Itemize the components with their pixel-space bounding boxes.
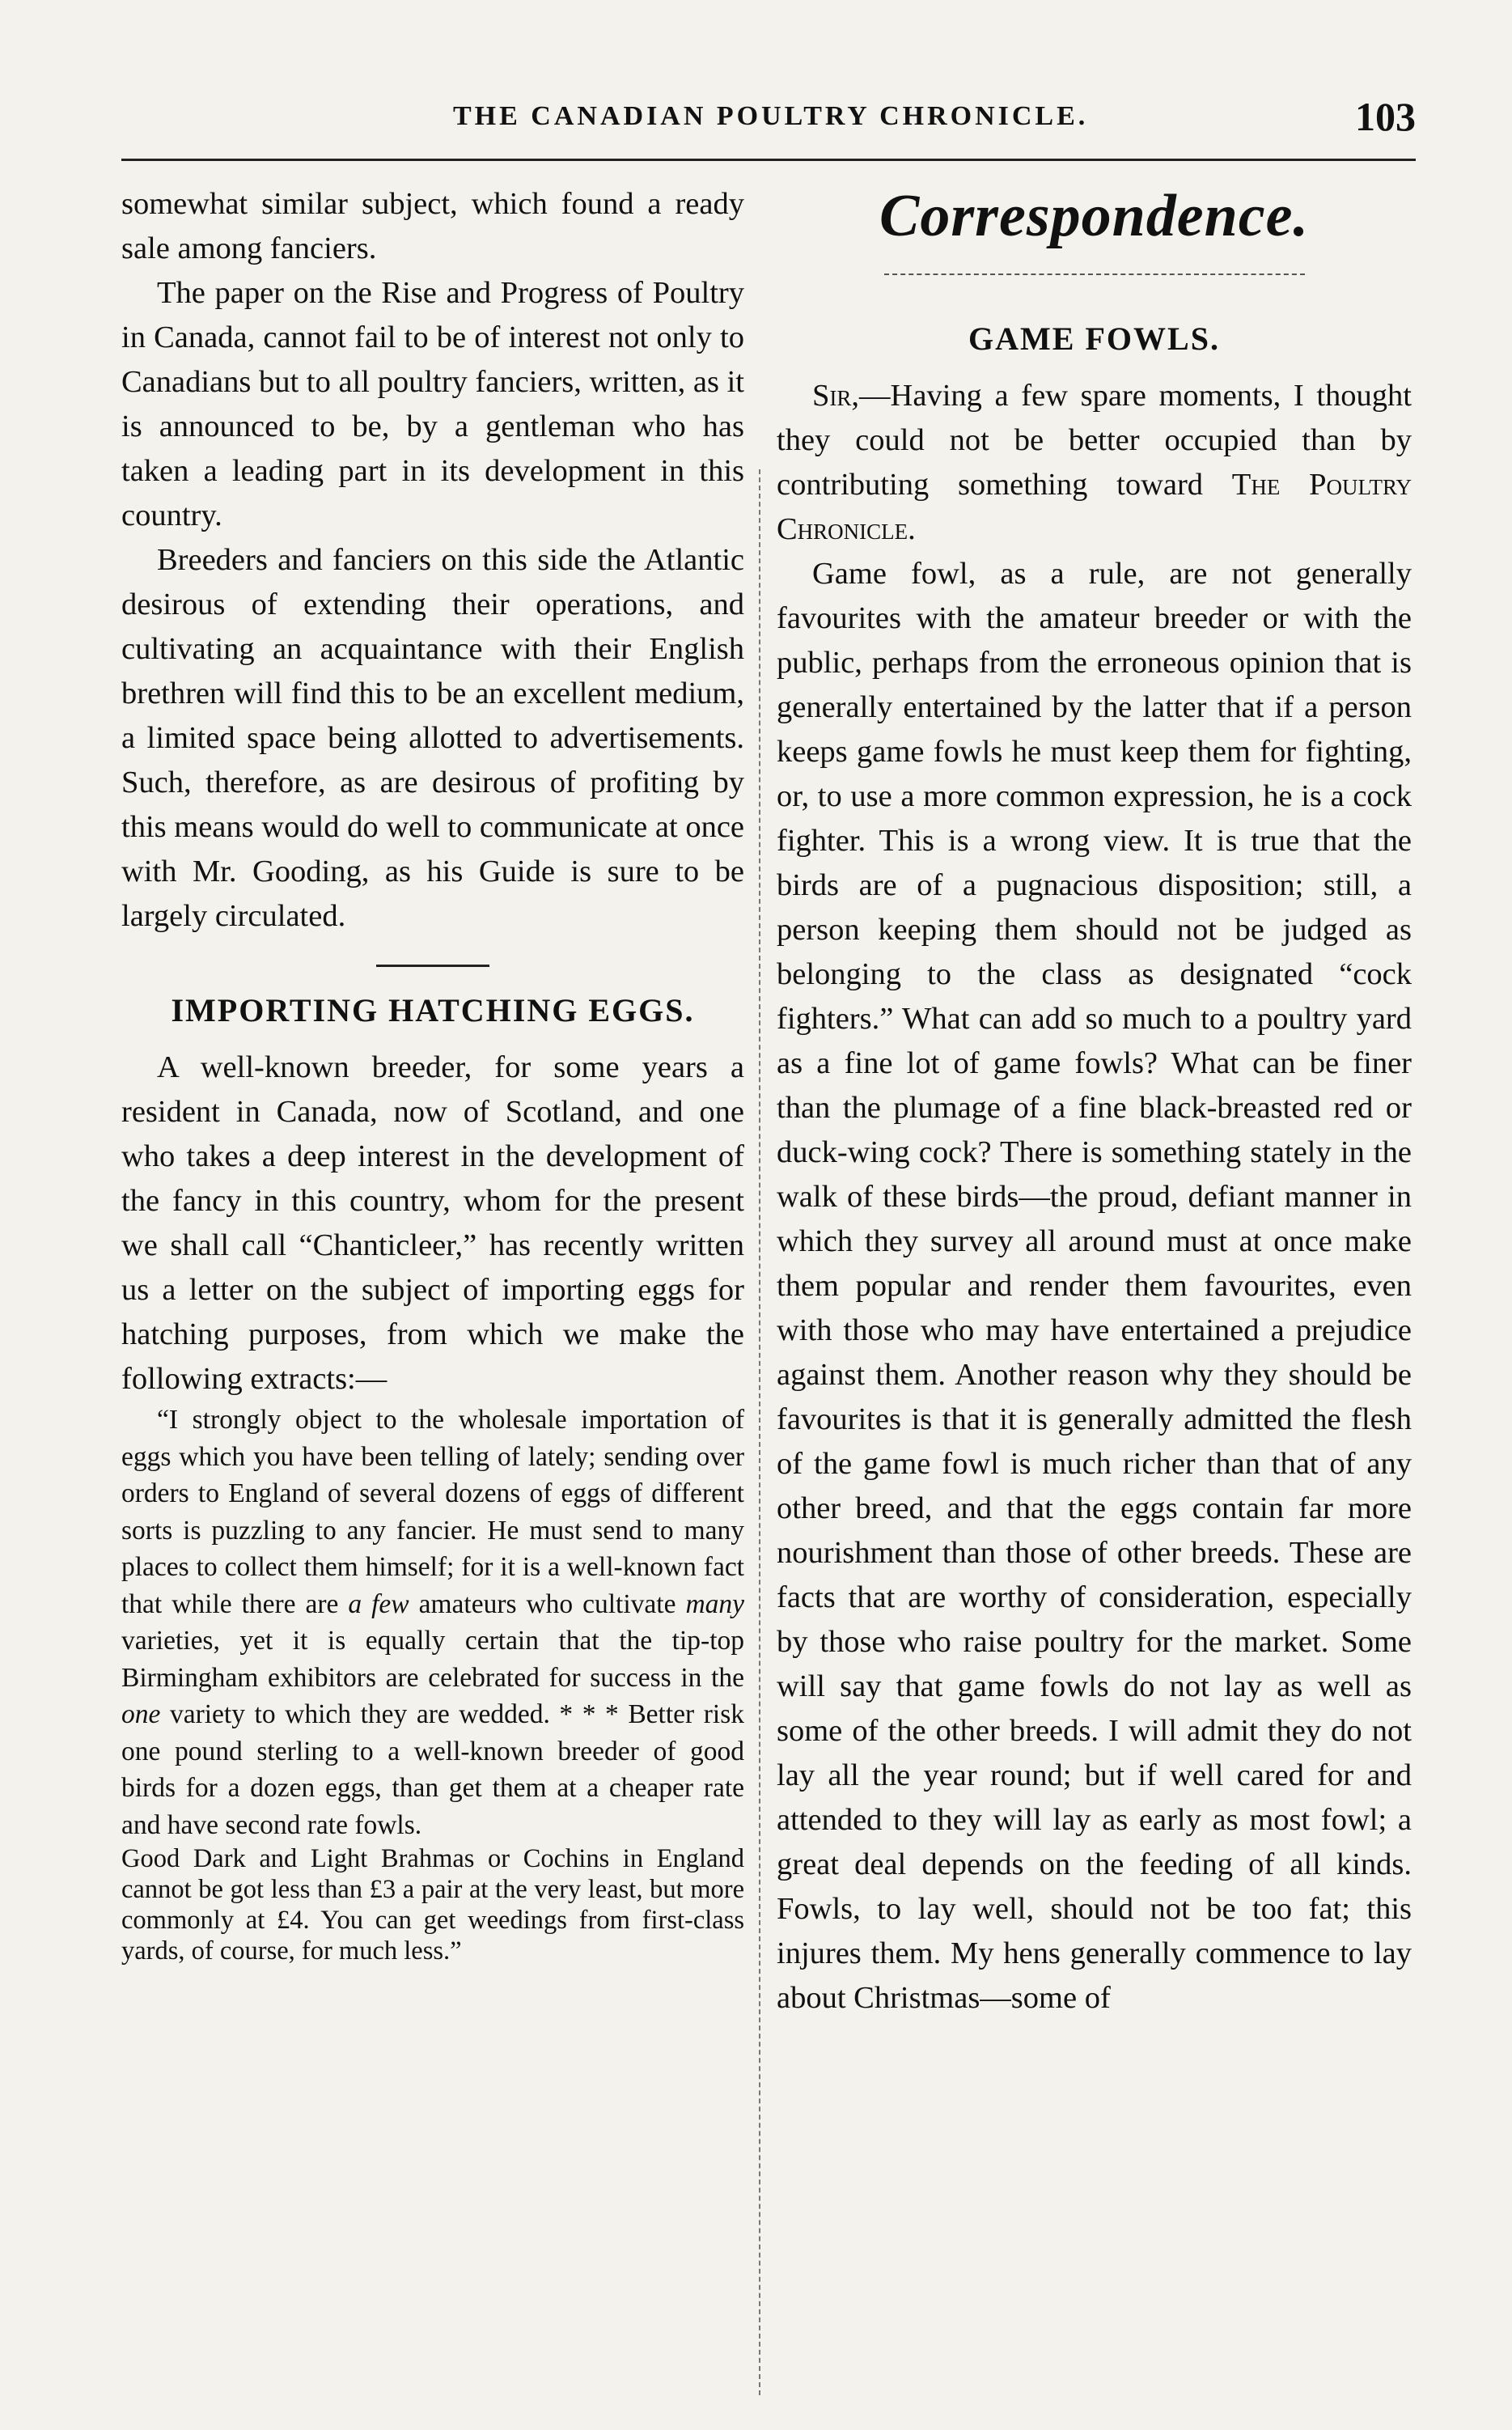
quote-emphasis-one: one <box>121 1699 161 1729</box>
salutation: Sir, <box>812 379 860 413</box>
header-rule <box>121 159 1416 161</box>
department-rule <box>884 274 1305 275</box>
publication-name: The Poultry Chronicle. <box>777 468 1412 546</box>
quote-emphasis-many: many <box>685 1588 744 1619</box>
paragraph-rise-and-progress: The paper on the Rise and Progress of Poultry in Canada, cannot fail to be of interest not only to Canadians but to all poultry fanciers, written, as it is announced to be, by a gentleman who has taken a leading part in its development in this country. <box>121 276 744 532</box>
right-column <box>777 182 1412 2021</box>
running-title: THE CANADIAN POULTRY CHRONICLE. <box>453 101 1089 131</box>
running-head <box>121 93 1416 150</box>
left-column <box>121 182 744 1966</box>
paragraph-salutation <box>777 374 1412 552</box>
paragraph-game-fowl: Game fowl, as a rule, are not generally favourites with the amateur breeder or with the public, perhaps from the erroneous opinion that is generally entertained by the latter that if a person keeps game fowls he must keep them for fighting, or, to use a more common expression, he is a cock fighter. This is a wrong view. It is true that the birds are of a pugnacious disposition; still, a person keeping them should not be judged as belonging to the class as designated “cock fighters.” What can add so much to a poultry yard as a fine lot of game fowls? What can be finer than the plumage of a fine black-breasted red or duck-wing cock? There is something stately in the walk of these birds—the proud, defiant manner in which they survey all around must at once make them popular and render them favourites, even with those who may have entertained a prejudice against them. Another reason why they should be favourites is that it is generally admitted the flesh of the game fowl is much richer than that of any other breed, and that the eggs contain far more nourishment than those of other breeds. These are facts that are worthy of consideration, especially by those who raise poultry for the market. Some will say that game fowls do not lay as well as some of the other breeds. I will admit they do not lay all the year round; but if well cared for and attended to they will lay as early as most fowl; a great deal depends on the feeding of all kinds. Fowls, to lay well, should not be too fat; this injures them. My hens generally commence to lay about Christmas—some of <box>777 557 1412 2015</box>
article-heading-game-fowls: GAME FOWLS. <box>968 320 1220 357</box>
letter-quotation <box>121 1402 744 1843</box>
continued-paragraph: somewhat similar subject, which found a ready sale among fanciers. <box>121 187 744 265</box>
quote-text-part4: variety to which they are wedded. * * * Better risk one pound sterling to a well-known breeder of good birds for a dozen eggs, than get them at a cheaper rate and have second rate fowls. <box>121 1699 745 1840</box>
page-number: 103 <box>1355 94 1416 139</box>
section-separator-rule <box>376 965 489 967</box>
department-heading-correspondence: Correspondence. <box>879 183 1309 249</box>
quote-text-part2: amateurs who cultivate <box>418 1588 676 1619</box>
letter-quotation-end: Good Dark and Light Brahmas or Cochins in England cannot be got less than £3 a pair at the very least, but more commonly at £4. You can get weedings from first-class yards, of course, for much less.” <box>121 1844 744 1966</box>
quote-text-part3: varieties, yet it is equally certain that the tip-top Birmingham exhibitors are celebrated for success in the <box>121 1626 744 1693</box>
column-divider <box>759 469 760 2395</box>
paragraph-breeders-and-fanciers: Breeders and fanciers on this side the Atlantic desirous of extending their operations, and cultivating an acquaintance with their English brethren will find this to be an excellent medium, a limited space being allotted to advertisements. Such, therefore, as are desirous of profiting by this means would do well to communicate at once with Mr. Gooding, as his Guide is sure to be largely circulated. <box>121 543 744 933</box>
paragraph-chanticleer-letter: A well-known breeder, for some years a resident in Canada, now of Scotland, and one who takes a deep interest in the development of the fancy in this country, whom for the present we shall call “Chanticleer,” has recently written us a letter on the subject of importing eggs for hatching purposes, from which we make the following extracts:— <box>121 1050 744 1396</box>
quote-emphasis-a-few: a few <box>348 1588 409 1619</box>
salutation-text: —Having a few spare moments, I thought they could not be better occupied than by contributing something toward <box>777 379 1412 502</box>
quote-text-part1: “I strongly object to the wholesale importation of eggs which you have been telling of lately; sending over orders to England of several dozens of eggs of different sorts is puzzling to any fancier. He must send to many places to collect them himself; for it is a well-known fact that while there are <box>121 1405 744 1619</box>
section-heading-importing-eggs: IMPORTING HATCHING EGGS. <box>171 992 695 1028</box>
